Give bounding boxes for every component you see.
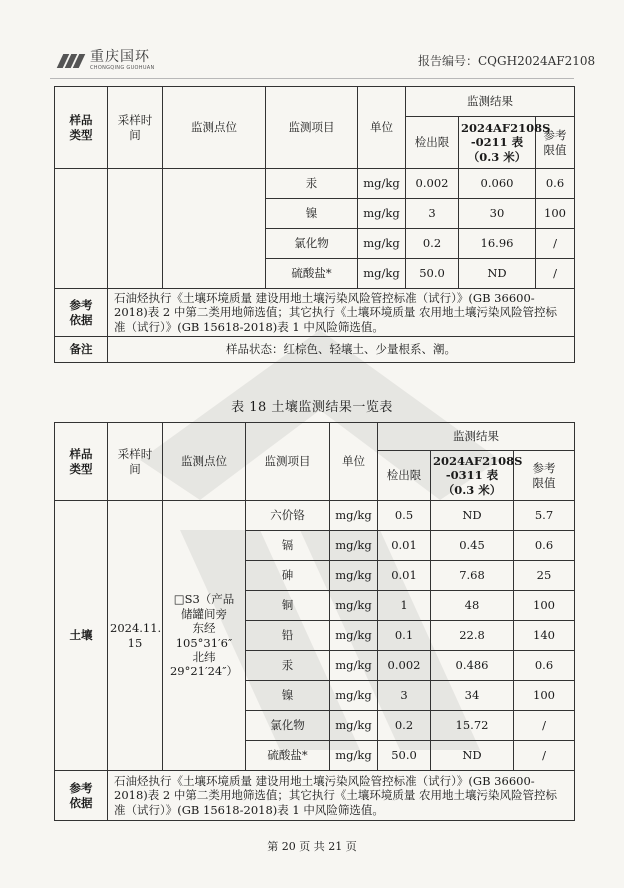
value-cell: 0.486 — [431, 651, 514, 681]
item-cell: 铜 — [246, 591, 330, 621]
note-label: 备注 — [55, 337, 108, 363]
header-results: 监测结果 — [378, 423, 575, 451]
unit-cell: mg/kg — [330, 651, 378, 681]
limit-cell: 0.2 — [378, 711, 431, 741]
item-cell: 汞 — [266, 169, 358, 199]
value-cell: 15.72 — [431, 711, 514, 741]
unit-cell: mg/kg — [330, 501, 378, 531]
point-cell: □S3（产品 储罐间旁 东经 105°31′6″ 北纬 29°21′24″） — [163, 501, 246, 771]
ref-cell: 140 — [514, 621, 575, 651]
value-cell: ND — [459, 259, 536, 289]
limit-cell: 1 — [378, 591, 431, 621]
page-footer: 第 20 页 共 21 页 — [267, 840, 357, 853]
ref-cell: 5.7 — [514, 501, 575, 531]
value-cell: 30 — [459, 199, 536, 229]
ref-cell: 100 — [514, 591, 575, 621]
item-cell: 铅 — [246, 621, 330, 651]
item-cell: 六价铬 — [246, 501, 330, 531]
ref-cell: / — [536, 259, 575, 289]
header-sample-type: 样品 类型 — [55, 423, 108, 501]
value-cell: 0.45 — [431, 531, 514, 561]
limit-cell: 0.002 — [378, 651, 431, 681]
unit-cell: mg/kg — [330, 711, 378, 741]
ref-cell: 0.6 — [536, 169, 575, 199]
report-number: 报告编号：CQGH2024AF2108 — [418, 54, 596, 68]
item-cell: 镍 — [266, 199, 358, 229]
ref-cell: 25 — [514, 561, 575, 591]
note-text: 样品状态：红棕色、轻壤土、少量根系、潮。 — [108, 337, 575, 363]
value-cell: 7.68 — [431, 561, 514, 591]
unit-cell: mg/kg — [330, 681, 378, 711]
value-cell: 0.060 — [459, 169, 536, 199]
sample-type-cell: 土壤 — [55, 501, 108, 771]
item-cell: 汞 — [246, 651, 330, 681]
sample-type-cell — [55, 169, 108, 289]
basis-label: 参考 依据 — [55, 289, 108, 337]
ref-cell: / — [536, 229, 575, 259]
results-table-18 — [54, 422, 575, 821]
sampling-time-cell — [108, 169, 163, 289]
header-unit: 单位 — [358, 87, 406, 169]
value-cell: ND — [431, 501, 514, 531]
basis-text: 石油烃执行《土壤环境质量 建设用地土壤污染风险管控标准（试行）》(GB 36600-2018)表 2 中第二类用地筛选值；其它执行《土壤环境质量 农用地土壤污染风险管控标准（试行）》(GB 15618-2018)表 1 中风险筛选值。 — [108, 289, 575, 337]
limit-cell: 0.5 — [378, 501, 431, 531]
header-sampling-time: 采样时 间 — [108, 423, 163, 501]
header-sampling-time: 采样时 间 — [108, 87, 163, 169]
point-cell — [163, 169, 266, 289]
ref-cell: / — [514, 711, 575, 741]
unit-cell: mg/kg — [330, 561, 378, 591]
item-cell: 氯化物 — [246, 711, 330, 741]
value-cell: 34 — [431, 681, 514, 711]
item-cell: 氯化物 — [266, 229, 358, 259]
header-divider — [50, 78, 574, 79]
header-sample-id: 2024AF2108S -0211 表 （0.3 米） — [459, 117, 536, 169]
value-cell: ND — [431, 741, 514, 771]
unit-cell: mg/kg — [330, 621, 378, 651]
limit-cell: 50.0 — [406, 259, 459, 289]
item-cell: 硫酸盐* — [266, 259, 358, 289]
sampling-time-cell: 2024.11. 15 — [108, 501, 163, 771]
ref-cell: 0.6 — [514, 651, 575, 681]
header-unit: 单位 — [330, 423, 378, 501]
limit-cell: 0.1 — [378, 621, 431, 651]
limit-cell: 0.2 — [406, 229, 459, 259]
limit-cell: 0.01 — [378, 531, 431, 561]
value-cell: 48 — [431, 591, 514, 621]
limit-cell: 3 — [406, 199, 459, 229]
item-cell: 硫酸盐* — [246, 741, 330, 771]
item-cell: 镍 — [246, 681, 330, 711]
table-caption: 表 18 土壤监测结果一览表 — [231, 400, 393, 415]
ref-cell: / — [514, 741, 575, 771]
unit-cell: mg/kg — [330, 591, 378, 621]
header-item: 监测项目 — [246, 423, 330, 501]
value-cell: 16.96 — [459, 229, 536, 259]
header-reference-limit: 参考 限值 — [514, 451, 575, 501]
limit-cell: 50.0 — [378, 741, 431, 771]
header-sample-type: 样品 类型 — [55, 87, 108, 169]
limit-cell: 0.01 — [378, 561, 431, 591]
logo-mark-icon — [58, 52, 84, 70]
company-logo — [58, 50, 155, 71]
ref-cell: 100 — [514, 681, 575, 711]
header-reference-limit: 参考 限值 — [536, 117, 575, 169]
header-point: 监测点位 — [163, 423, 246, 501]
unit-cell: mg/kg — [358, 259, 406, 289]
header-detection-limit: 检出限 — [378, 451, 431, 501]
header-detection-limit: 检出限 — [406, 117, 459, 169]
basis-text: 石油烃执行《土壤环境质量 建设用地土壤污染风险管控标准（试行）》(GB 36600-2018)表 2 中第二类用地筛选值；其它执行《土壤环境质量 农用地土壤污染风险管控标准（试行）》(GB 15618-2018)表 1 中风险筛选值。 — [108, 771, 575, 821]
unit-cell: mg/kg — [330, 741, 378, 771]
basis-label: 参考 依据 — [55, 771, 108, 821]
limit-cell: 3 — [378, 681, 431, 711]
ref-cell: 100 — [536, 199, 575, 229]
unit-cell: mg/kg — [358, 169, 406, 199]
item-cell: 砷 — [246, 561, 330, 591]
item-cell: 镉 — [246, 531, 330, 561]
results-table-continued — [54, 86, 575, 363]
header-results: 监测结果 — [406, 87, 575, 117]
header-sample-id: 2024AF2108S -0311 表 （0.3 米） — [431, 451, 514, 501]
company-name-en: CHONGQING GUOHUAN — [90, 65, 155, 71]
unit-cell: mg/kg — [358, 199, 406, 229]
limit-cell: 0.002 — [406, 169, 459, 199]
value-cell: 22.8 — [431, 621, 514, 651]
header-point: 监测点位 — [163, 87, 266, 169]
unit-cell: mg/kg — [330, 531, 378, 561]
unit-cell: mg/kg — [358, 229, 406, 259]
ref-cell: 0.6 — [514, 531, 575, 561]
company-name-cn: 重庆国环 — [90, 49, 150, 65]
header-item: 监测项目 — [266, 87, 358, 169]
